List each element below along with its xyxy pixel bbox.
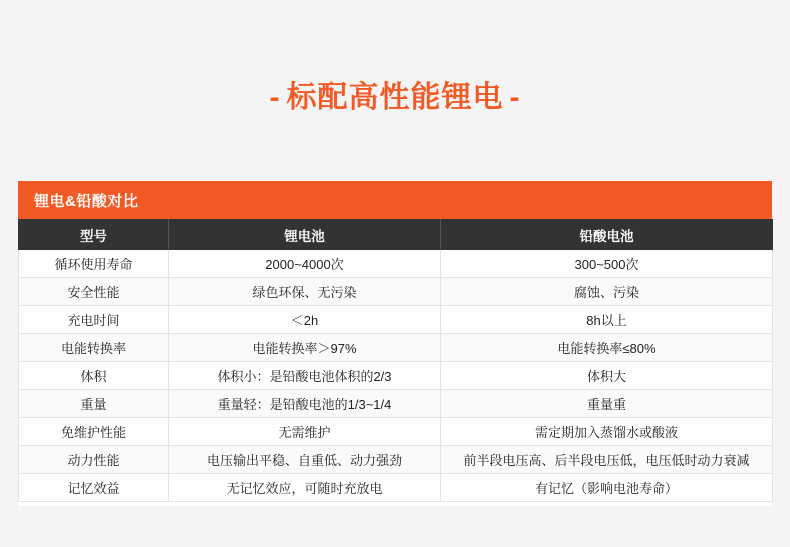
table-row [19, 306, 773, 334]
table-row [19, 362, 773, 390]
table-cell-label: 动力性能 [19, 446, 169, 474]
panel-header-title: 锂电&铅酸对比 [34, 192, 139, 210]
table-header-cell-model: 型号 [19, 220, 169, 250]
table-cell-lead-acid: 8h以上 [441, 306, 773, 334]
table-cell-label: 重量 [19, 390, 169, 418]
table-header-cell-lithium: 锂电池 [169, 220, 441, 250]
table-header-row [19, 220, 773, 250]
table-cell-label: 电能转换率 [19, 334, 169, 362]
table-cell-lithium: 电压输出平稳、自重低、动力强劲 [169, 446, 441, 474]
comparison-panel [18, 181, 772, 506]
table-cell-lead-acid: 体积大 [441, 362, 773, 390]
table-row [19, 446, 773, 474]
title-right-dash: - [509, 81, 521, 114]
table-cell-lithium: 重量轻：是铅酸电池的1/3~1/4 [169, 390, 441, 418]
table-cell-lead-acid: 有记忆（影响电池寿命） [441, 474, 773, 502]
table-cell-lead-acid: 腐蚀、污染 [441, 278, 773, 306]
table-row [19, 390, 773, 418]
table-cell-label: 充电时间 [19, 306, 169, 334]
table-cell-lead-acid: 300~500次 [441, 250, 773, 278]
title-main-text: 标配高性能锂电 [286, 81, 504, 114]
page-title-text [264, 78, 527, 118]
comparison-table [18, 219, 773, 502]
table-cell-lithium: ＜2h [169, 306, 441, 334]
table-row [19, 250, 773, 278]
table-cell-lithium: 绿色环保、无污染 [169, 278, 441, 306]
table-cell-lithium: 无需维护 [169, 418, 441, 446]
table-cell-lead-acid: 需定期加入蒸馏水或酸液 [441, 418, 773, 446]
table-body [19, 250, 773, 502]
table-cell-lead-acid: 重量重 [441, 390, 773, 418]
table-cell-label: 体积 [19, 362, 169, 390]
table-header [19, 220, 773, 250]
table-cell-lead-acid: 前半段电压高、后半段电压低，电压低时动力衰减 [441, 446, 773, 474]
table-row [19, 418, 773, 446]
panel-header [18, 181, 772, 219]
table-cell-lithium: 2000~4000次 [169, 250, 441, 278]
title-left-dash: - [269, 81, 281, 114]
table-cell-label: 免维护性能 [19, 418, 169, 446]
table-cell-lead-acid: 电能转换率≤80% [441, 334, 773, 362]
table-row [19, 474, 773, 502]
table-cell-label: 安全性能 [19, 278, 169, 306]
table-cell-lithium: 体积小：是铅酸电池体积的2/3 [169, 362, 441, 390]
table-cell-lithium: 电能转换率＞97% [169, 334, 441, 362]
table-cell-label: 循环使用寿命 [19, 250, 169, 278]
table-cell-label: 记忆效益 [19, 474, 169, 502]
page-title [0, 78, 790, 118]
table-cell-lithium: 无记忆效应，可随时充放电 [169, 474, 441, 502]
table-row [19, 278, 773, 306]
panel-bottom-padding [18, 502, 772, 506]
table-row [19, 334, 773, 362]
table-header-cell-lead-acid: 铅酸电池 [441, 220, 773, 250]
